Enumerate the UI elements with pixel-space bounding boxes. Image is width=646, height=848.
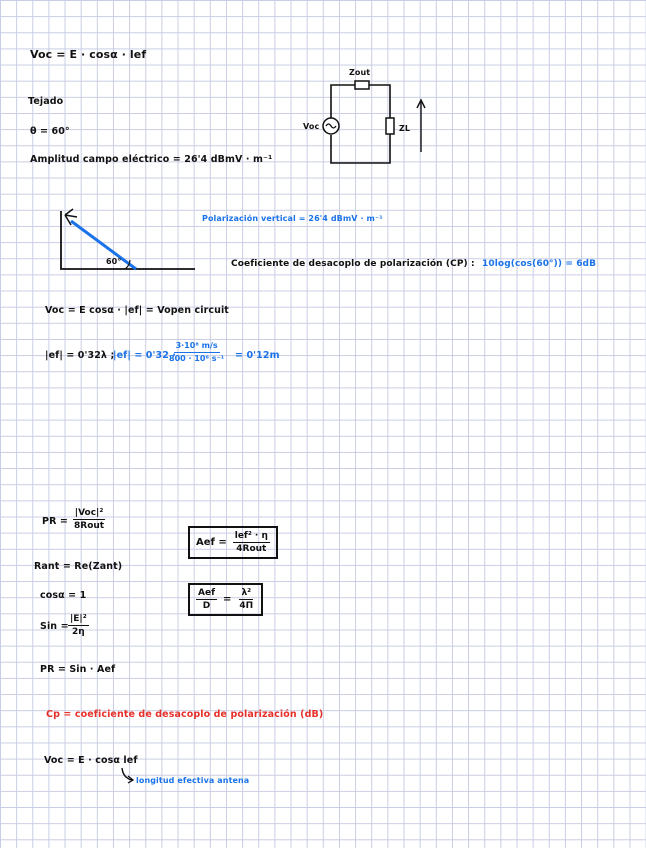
- polarizacion-vertical: Polarización vertical = 26'4 dBmV · m⁻¹: [202, 214, 383, 223]
- pr-numerator: |Voc|²: [74, 508, 104, 518]
- zl-label: ZL: [399, 124, 411, 133]
- sin-label: Sin =: [40, 621, 69, 632]
- sin-numerator: |E|²: [70, 614, 87, 624]
- lambda-numerator: λ²: [241, 588, 252, 598]
- lef-fraction: [167, 340, 226, 365]
- four-pi-denominator: 4Π: [239, 601, 254, 611]
- rant-equation: Rant = Re(Zant): [34, 561, 123, 572]
- aef-d-denominator: D: [202, 601, 211, 611]
- aef-d-left-fraction: [196, 587, 217, 612]
- cos-equation: cosα = 1: [40, 590, 87, 601]
- lef-denominator: 800 · 10⁶ s⁻¹: [169, 354, 225, 363]
- aef-d-numerator: Aef: [198, 588, 215, 598]
- polarization-angle-diagram: [55, 205, 205, 275]
- longitud-efectiva: longitud efectiva antena: [136, 776, 250, 785]
- voc-source-label: Voc: [303, 122, 320, 131]
- pr-label: PR =: [42, 516, 68, 527]
- aef-d-equals: =: [223, 594, 232, 605]
- pr-denominator: 8Rout: [74, 521, 105, 531]
- voc-open-circuit: Voc = E cosα · |ef| = Vopen circuit: [45, 305, 229, 316]
- pr-sin-equation: PR = Sin · Aef: [40, 664, 116, 675]
- amplitud-campo: Amplitud campo eléctrico = 26'4 dBmV · m⁻¹: [30, 154, 273, 165]
- sin-denominator: 2η: [72, 627, 85, 637]
- theta-value: θ = 60°: [30, 126, 70, 137]
- voc-equation-top: Voc = E · cosα · lef: [30, 48, 147, 61]
- cp-definition: Cp = coeficiente de desacoplo de polarización (dB): [46, 709, 324, 720]
- cp-label: Coeficiente de desacoplo de polarización (CP) :: [231, 259, 475, 269]
- lef-numerator: 3·10⁸ m/s: [174, 340, 220, 353]
- voc-equation-bottom: Voc = E · cosα lef: [44, 755, 138, 766]
- angle-label: 60°: [106, 257, 122, 266]
- aef-d-formula-box: [188, 583, 263, 616]
- cp-value: 10log(cos(60°)) = 6dB: [482, 259, 597, 269]
- zout-label: Zout: [349, 68, 371, 77]
- aef-fraction: [233, 530, 270, 555]
- lef-prefix: |ef| = 0'32λ ;: [45, 350, 115, 361]
- sin-fraction: [68, 613, 89, 638]
- aef-denominator: 4Rout: [236, 544, 267, 554]
- lef-result: = 0'12m: [235, 350, 280, 361]
- lef-equation: |ef| = 0'32 ·: [113, 350, 177, 361]
- aef-numerator: lef² · η: [234, 531, 268, 541]
- pr-fraction: [72, 507, 106, 532]
- aef-d-right-fraction: [237, 587, 255, 612]
- tejado-label: Tejado: [28, 96, 64, 107]
- aef-formula-box: [188, 526, 278, 559]
- aef-label: Aef =: [196, 537, 227, 548]
